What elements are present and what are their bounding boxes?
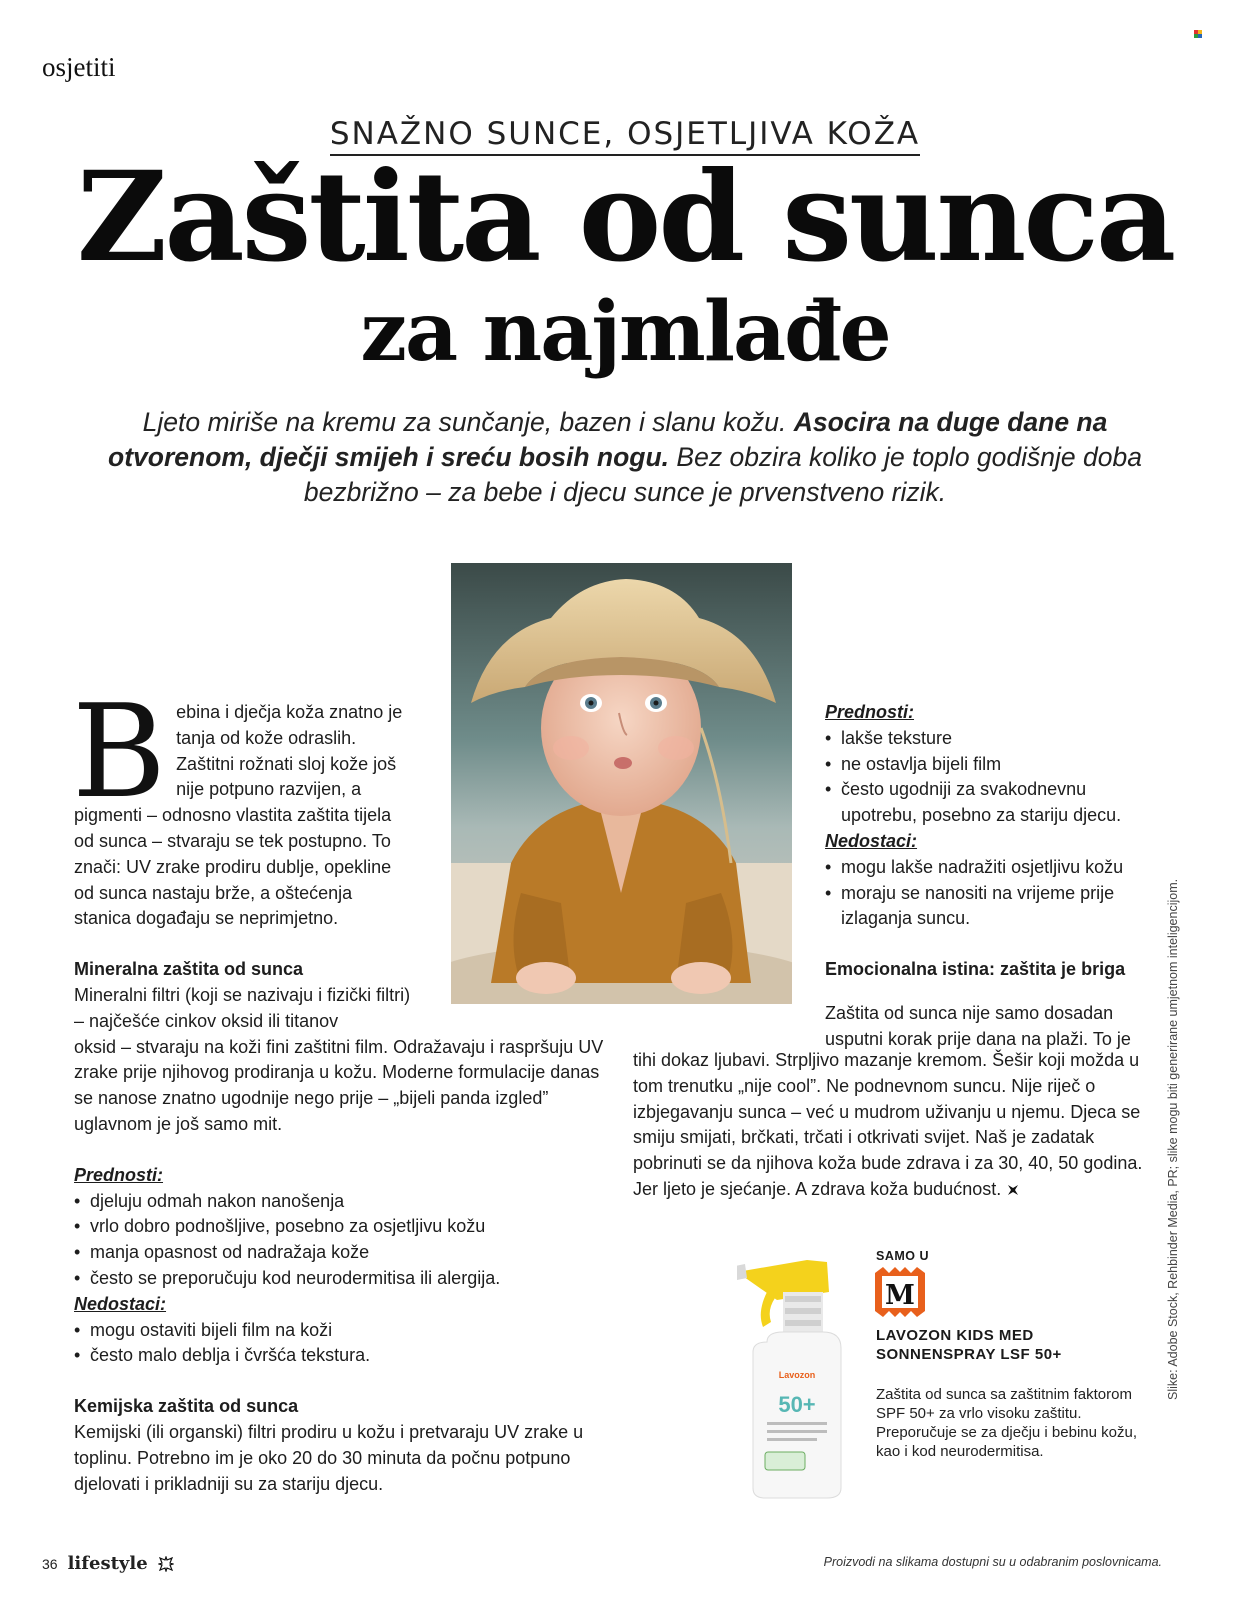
mineral-cons-label: Nedostaci: xyxy=(74,1293,167,1314)
emotional-text-wide: tihi dokaz ljubavi. Strpljivo mazanje kremom. Šešir koji možda u tom trenutku „nije cool”. Ne podnevnom suncu. Nije riječ o izbjegavanju sunca – već u mudrom uživanju u njemu. Djeca se smiju smijati, brčkati, trčati i otkrivati svijet. Naš je zadatak pobrinuti se da njihova koža bude zdrava i za 30, 40, 50 godina. Jer ljeto je sjećanje. A zdrava koža budućnost. xyxy=(633,1050,1143,1199)
chemical-heading: Kemijska zaštita od sunca xyxy=(74,1396,299,1417)
product-description: Zaštita od sunca sa zaštitnim faktorom SPF 50+ za vrlo visoku zaštitu. Preporučuje se za dječju i bebinu kožu, kao i kod neurodermitisa. xyxy=(876,1386,1137,1460)
footer-note: Proizvodi na slikama dostupni su u odabranim poslovnicama. xyxy=(823,1555,1162,1569)
drop-cap: B xyxy=(72,678,167,827)
mineral-text-wide: oksid – stvaraju na koži fini zaštitni film. Odražavaju i raspršuju UV zrake prije njihovog prodiranja u kožu. Moderne formulacije danas se nanose znatno ugodnije nego prije – „bijeli panda izgled” uglavnom je još samo mit. xyxy=(74,1036,604,1134)
mineral-heading: Mineralna zaštita od sunca xyxy=(74,959,304,980)
intro-paragraph: ebina i dječja koža znatno je tanja od kože odraslih. Zaštitni rožnati sloj kože još nije potpuno razvijen, a pigmenti – odnosno vlastita zaštita tijela od sunca – stvaraju se tek postupno. To znači: UV zrake prodiru dublje, opekline od sunca nastaju brže, a oštećenja stanica događaju se neprimjetno. xyxy=(74,702,403,929)
list-item: • ne ostavlja bijeli film xyxy=(825,752,1165,778)
footer-left xyxy=(42,1553,174,1574)
page-title: Zaštita od sunca xyxy=(76,145,1174,290)
end-mark-icon xyxy=(1007,1184,1019,1196)
corner-color-mark-icon xyxy=(1194,30,1202,38)
list-item: • mogu ostaviti bijeli film na koži xyxy=(74,1318,609,1344)
list-item: • vrlo dobro podnošljive, posebno za osjetljivu kožu xyxy=(74,1214,609,1240)
shop-logo-icon xyxy=(875,1267,925,1317)
list-item: • često ugodniji za svakodnevnu upotrebu, posebno za stariju djecu. xyxy=(825,777,1165,829)
shop-label: SAMO U xyxy=(876,1249,929,1263)
sunscreen-spray-bottle xyxy=(737,1252,857,1500)
chemical-cons-list xyxy=(825,855,1165,932)
mineral-text-narrow: Mineralni filtri (koji se nazivaju i fizički filtri) – najčešće cinkov oksid ili titanov xyxy=(74,984,411,1031)
list-item: • manja opasnost od nadražaja kože xyxy=(74,1240,609,1266)
mineral-pros-list xyxy=(74,1189,609,1292)
left-column xyxy=(72,678,609,1497)
section-label: osjetiti xyxy=(42,52,116,82)
list-item: • djeluju odmah nakon nanošenja xyxy=(74,1189,609,1215)
chemical-pros-label: Prednosti: xyxy=(825,702,915,722)
list-item: • mogu lakše nadražiti osjetljivu kožu xyxy=(825,855,1165,881)
chemical-text: Kemijski (ili organski) filtri prodiru u kožu i pretvaraju UV zrake u toplinu. Potrebno im je oko 20 do 30 minuta da počnu potpuno djelovati i prikladniji su za stariju djecu. xyxy=(74,1421,584,1494)
product-name: LAVOZON KIDS MED SONNENSPRAY LSF 50+ xyxy=(876,1327,1062,1363)
bottle-spf: 50+ xyxy=(778,1392,816,1417)
mineral-pros-label: Prednosti: xyxy=(74,1164,164,1185)
chemical-cons-label: Nedostaci: xyxy=(825,830,918,851)
page-subtitle: za najmlađe xyxy=(360,284,890,380)
right-column xyxy=(825,700,1165,932)
emotional-text-wide-block xyxy=(633,1048,1165,1203)
intro-block xyxy=(72,678,414,932)
footer-brand: lifestyle xyxy=(67,1553,148,1574)
list-item: • moraju se nanositi na vrijeme prije izlaganja suncu. xyxy=(825,881,1165,933)
list-item: • često se preporučuju kod neurodermitisa ili alergija. xyxy=(74,1266,609,1292)
page-number: 36 xyxy=(42,1555,58,1572)
image-credits: Slike: Adobe Stock, Rehbinder Media, PR; slike mogu biti generirane umjetnom inteligencijom. xyxy=(1166,878,1180,1400)
kicker: SNAŽNO SUNCE, OSJETLJIVA KOŽA xyxy=(0,116,1250,152)
list-item: • često malo deblja i čvršća tekstura. xyxy=(74,1343,609,1369)
emotional-heading: Emocionalna istina: zaštita je briga xyxy=(825,959,1126,979)
lifestyle-brand-icon xyxy=(158,1556,174,1572)
mineral-cons-list xyxy=(74,1318,609,1370)
bottle-brand: Lavozon xyxy=(778,1370,816,1380)
lead-paragraph: Ljeto miriše na kremu za sunčanje, bazen i slanu kožu. Asocira na duge dane na otvorenom, dječji smijeh i sreću bosih nogu. Bez obzira koliko je toplo godišnje doba bezbrižno – za bebe i djecu sunce je prvenstveno rizik. xyxy=(108,407,1142,507)
shop-logo-letter: M xyxy=(885,1280,915,1311)
emotional-text-narrow: Zaštita od sunca nije samo dosadan usputni korak prije dana na plaži. To je xyxy=(825,1003,1131,1049)
list-item: • lakše teksture xyxy=(825,726,1165,752)
chemical-pros-list xyxy=(825,726,1165,829)
